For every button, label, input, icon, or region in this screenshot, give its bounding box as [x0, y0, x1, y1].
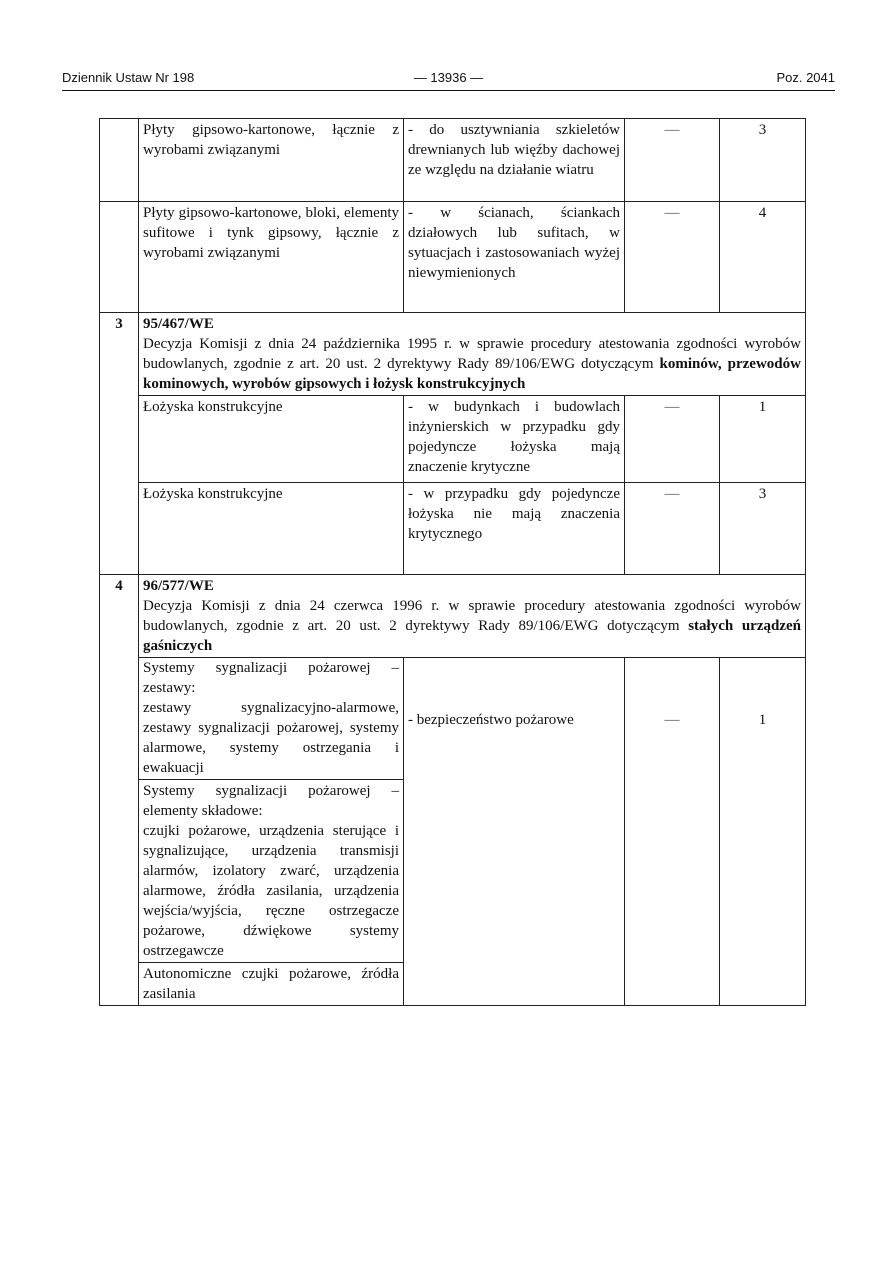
product-cell: Płyty gipsowo-kartonowe, bloki, elementy sufitowe i tynk gipsowy, łącznie z wyrobami związanymi — [139, 202, 404, 313]
level-cell: — — [625, 483, 720, 575]
product-group — [139, 779, 403, 962]
section-header-row — [100, 313, 806, 396]
product-group-items: Autonomiczne czujki pożarowe, źródła zasilania — [143, 966, 399, 1002]
level-cell: — — [625, 119, 720, 202]
page-number: — 13936 — — [413, 70, 484, 85]
product-cell: Łożyska konstrukcyjne — [139, 483, 404, 575]
directive-description: Decyzja Komisji z dnia 24 czerwca 1996 r. w sprawie procedury atestowania zgodności wyrobów budowlanych, zgodnie z art. 20 ust. 2 dyrektywy Rady 89/106/EWG dotyczącym stałych urządzeń gaśniczych — [143, 598, 801, 654]
product-group-title: Systemy sygnalizacji pożarowej – elementy składowe: — [143, 783, 399, 819]
intended-use-cell: - bezpieczeństwo pożarowe — [404, 658, 625, 1006]
product-cell: Płyty gipsowo-kartonowe, łącznie z wyrobami związanymi — [139, 119, 404, 202]
product-cell — [139, 658, 404, 1006]
product-group — [139, 658, 403, 779]
directive-description: Decyzja Komisji z dnia 24 października 1995 r. w sprawie procedury atestowania zgodności wyrobów budowlanych, zgodnie z art. 20 ust. 2 dyrektywy Rady 89/106/EWG dotyczącym kominów, przewodów kominowych, wyrobów gipsowych i łożysk konstrukcyjnych — [143, 336, 801, 392]
product-group-items: zestawy sygnalizacyjno-alarmowe, zestawy sygnalizacji pożarowej, systemy alarmowe, systemy ostrzegania i ewakuacji — [143, 700, 399, 776]
intended-use-cell: - w ścianach, ściankach działowych lub sufitach, w sytuacjach i zastosowaniach wyżej niewymienionych — [404, 202, 625, 313]
section-header-row — [100, 575, 806, 658]
directive-cell — [139, 313, 806, 396]
intended-use-cell: - do usztywniania szkieletów drewnianych lub więźby dachowej ze względu na działanie wiatru — [404, 119, 625, 202]
level-cell: — — [625, 396, 720, 483]
directive-subject: stałych urządzeń gaśniczych — [143, 618, 801, 654]
journal-title: Dziennik Ustaw Nr 198 — [62, 70, 195, 85]
intended-use-cell: - w budynkach i budowlach inżynierskich w przypadku gdy pojedyncze łożyska mają znaczenie krytyczne — [404, 396, 625, 483]
directive-code: 96/577/WE — [143, 578, 214, 594]
level-cell: — — [625, 658, 720, 1006]
system-cell: 3 — [720, 483, 806, 575]
product-cell: Łożyska konstrukcyjne — [139, 396, 404, 483]
system-cell: 1 — [720, 396, 806, 483]
product-group-title: Systemy sygnalizacji pożarowej – zestawy: — [143, 660, 399, 696]
row-number — [100, 119, 139, 202]
table-row — [100, 658, 806, 1006]
level-cell: — — [625, 202, 720, 313]
table-row — [100, 483, 806, 575]
section-number: 4 — [100, 575, 139, 1006]
system-cell: 1 — [720, 658, 806, 1006]
table-row — [100, 396, 806, 483]
product-group — [139, 962, 403, 1005]
system-cell: 3 — [720, 119, 806, 202]
attestation-table — [99, 118, 806, 1006]
product-group-items: czujki pożarowe, urządzenia sterujące i sygnalizujące, urządzenia transmisji alarmów, izolatory zwarć, urządzenia alarmowe, źródła zasilania, urządzenia wejścia/wyjścia, ręczne ostrzegacze pożarowe, dźwiękowe systemy ostrzegawcze — [143, 823, 399, 959]
position-number: Poz. 2041 — [776, 70, 835, 85]
section-number: 3 — [100, 313, 139, 575]
directive-subject: kominów, przewodów kominowych, wyrobów gipsowych i łożysk konstrukcyjnych — [143, 356, 801, 392]
page-header — [62, 70, 835, 88]
header-rule — [62, 90, 835, 91]
table-row — [100, 119, 806, 202]
system-cell: 4 — [720, 202, 806, 313]
table-row — [100, 202, 806, 313]
row-number — [100, 202, 139, 313]
directive-code: 95/467/WE — [143, 316, 214, 332]
directive-cell — [139, 575, 806, 658]
intended-use-cell: - w przypadku gdy pojedyncze łożyska nie mają znaczenia krytycznego — [404, 483, 625, 575]
